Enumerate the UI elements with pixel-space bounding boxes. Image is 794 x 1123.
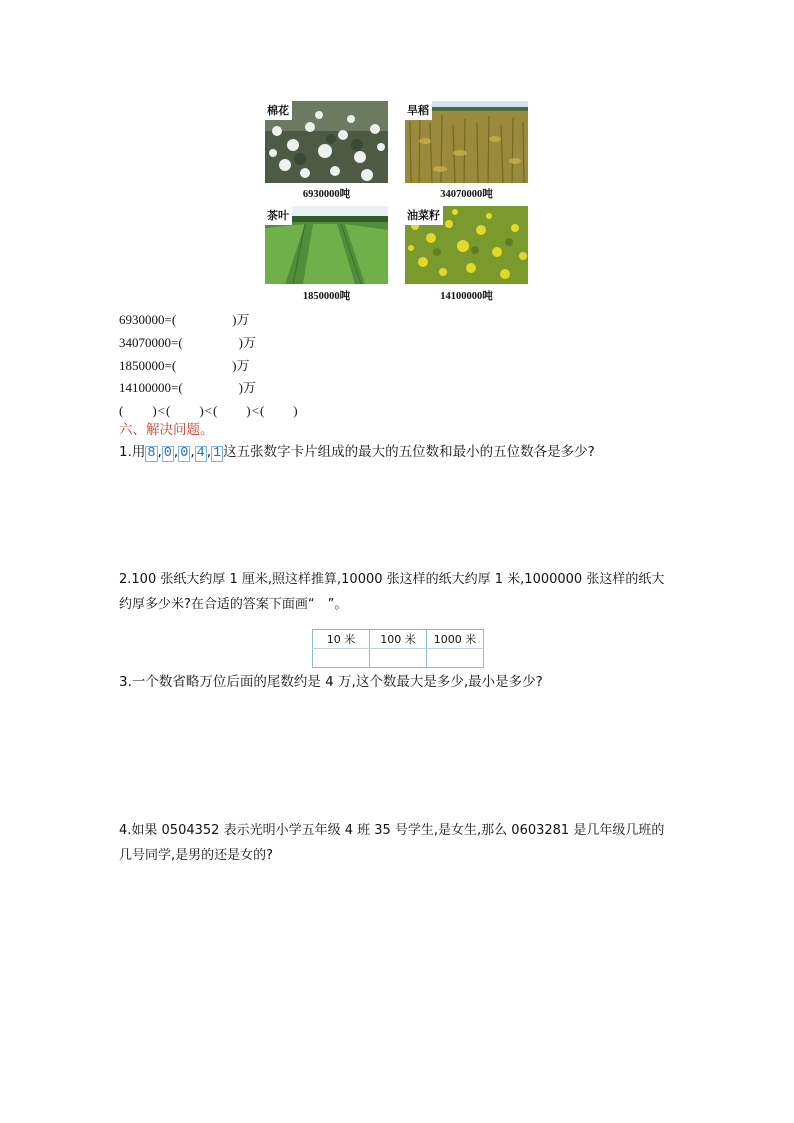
question-4-line-1: 4.如果 0504352 表示光明小学五年级 4 班 35 号学生,是女生,那么 0603281 是几年级几班的	[119, 823, 665, 838]
conversion-line	[119, 309, 250, 328]
question-4-line-2: 几号同学,是男的还是女的?	[119, 848, 274, 863]
rice-photo	[405, 101, 528, 183]
tea-photo	[265, 206, 388, 288]
digit-card: 4	[196, 446, 205, 461]
question-2	[119, 567, 689, 617]
crop-label: 茶叶	[265, 206, 292, 225]
question-3: 3.一个数省略万位后面的尾数约是 4 万,这个数最大是多少,最小是多少?	[119, 674, 543, 690]
conversion-unit: )万	[232, 312, 250, 327]
mark-cell[interactable]	[427, 649, 484, 668]
question-4	[119, 818, 689, 868]
digit-card: 1	[213, 446, 222, 461]
cotton-photo	[265, 101, 388, 183]
conversion-line	[119, 355, 250, 374]
crop-value: 34070000吨	[440, 189, 493, 200]
digit-card: 0	[180, 446, 189, 461]
conversion-unit: )万	[232, 358, 250, 373]
question-2-line-2: 约厚多少米?在合适的答案下面画“ ”。	[119, 597, 348, 612]
conversion-line	[119, 332, 256, 351]
compare-line: ( )<( )<( )<( )	[119, 403, 299, 418]
option-1000m: 1000 米	[427, 630, 484, 649]
conversion-number: 1850000=(	[119, 358, 177, 373]
crop-label: 旱稻	[405, 101, 432, 120]
digit-card: 8	[147, 446, 156, 461]
conversion-line	[119, 377, 256, 396]
answer-options-table	[312, 629, 484, 668]
crop-label: 棉花	[265, 101, 292, 120]
rapeseed-photo	[405, 206, 528, 288]
crop-label: 油菜籽	[405, 206, 443, 225]
question-1: 1.用 8 , 0 , 0 , 4 , 1 这五张数字卡片组成的最大的五位数和最小的五位数各是多少?	[119, 444, 595, 461]
crop-value: 6930000吨	[302, 189, 351, 200]
question-1-prefix: 1.用	[119, 444, 146, 460]
question-2-line-1: 2.100 张纸大约厚 1 厘米,照这样推算,10000 张这样的纸大约厚 1 米,1000000 张这样的纸大	[119, 572, 665, 587]
crop-value: 14100000吨	[440, 291, 493, 302]
conversion-number: 6930000=(	[119, 312, 177, 327]
conversion-number: 34070000=(	[119, 335, 183, 350]
section-title: 六、解决问题。	[119, 422, 214, 438]
digit-card: 0	[163, 446, 172, 461]
conversion-unit: )万	[238, 335, 257, 350]
crop-value: 1850000吨	[302, 291, 351, 302]
option-10m: 10 米	[313, 630, 370, 649]
option-100m: 100 米	[370, 630, 427, 649]
conversion-unit: )万	[238, 380, 257, 395]
mark-cell[interactable]	[313, 649, 370, 668]
mark-cell[interactable]	[370, 649, 427, 668]
conversion-number: 14100000=(	[119, 380, 183, 395]
question-1-suffix: 这五张数字卡片组成的最大的五位数和最小的五位数各是多少?	[223, 444, 595, 460]
